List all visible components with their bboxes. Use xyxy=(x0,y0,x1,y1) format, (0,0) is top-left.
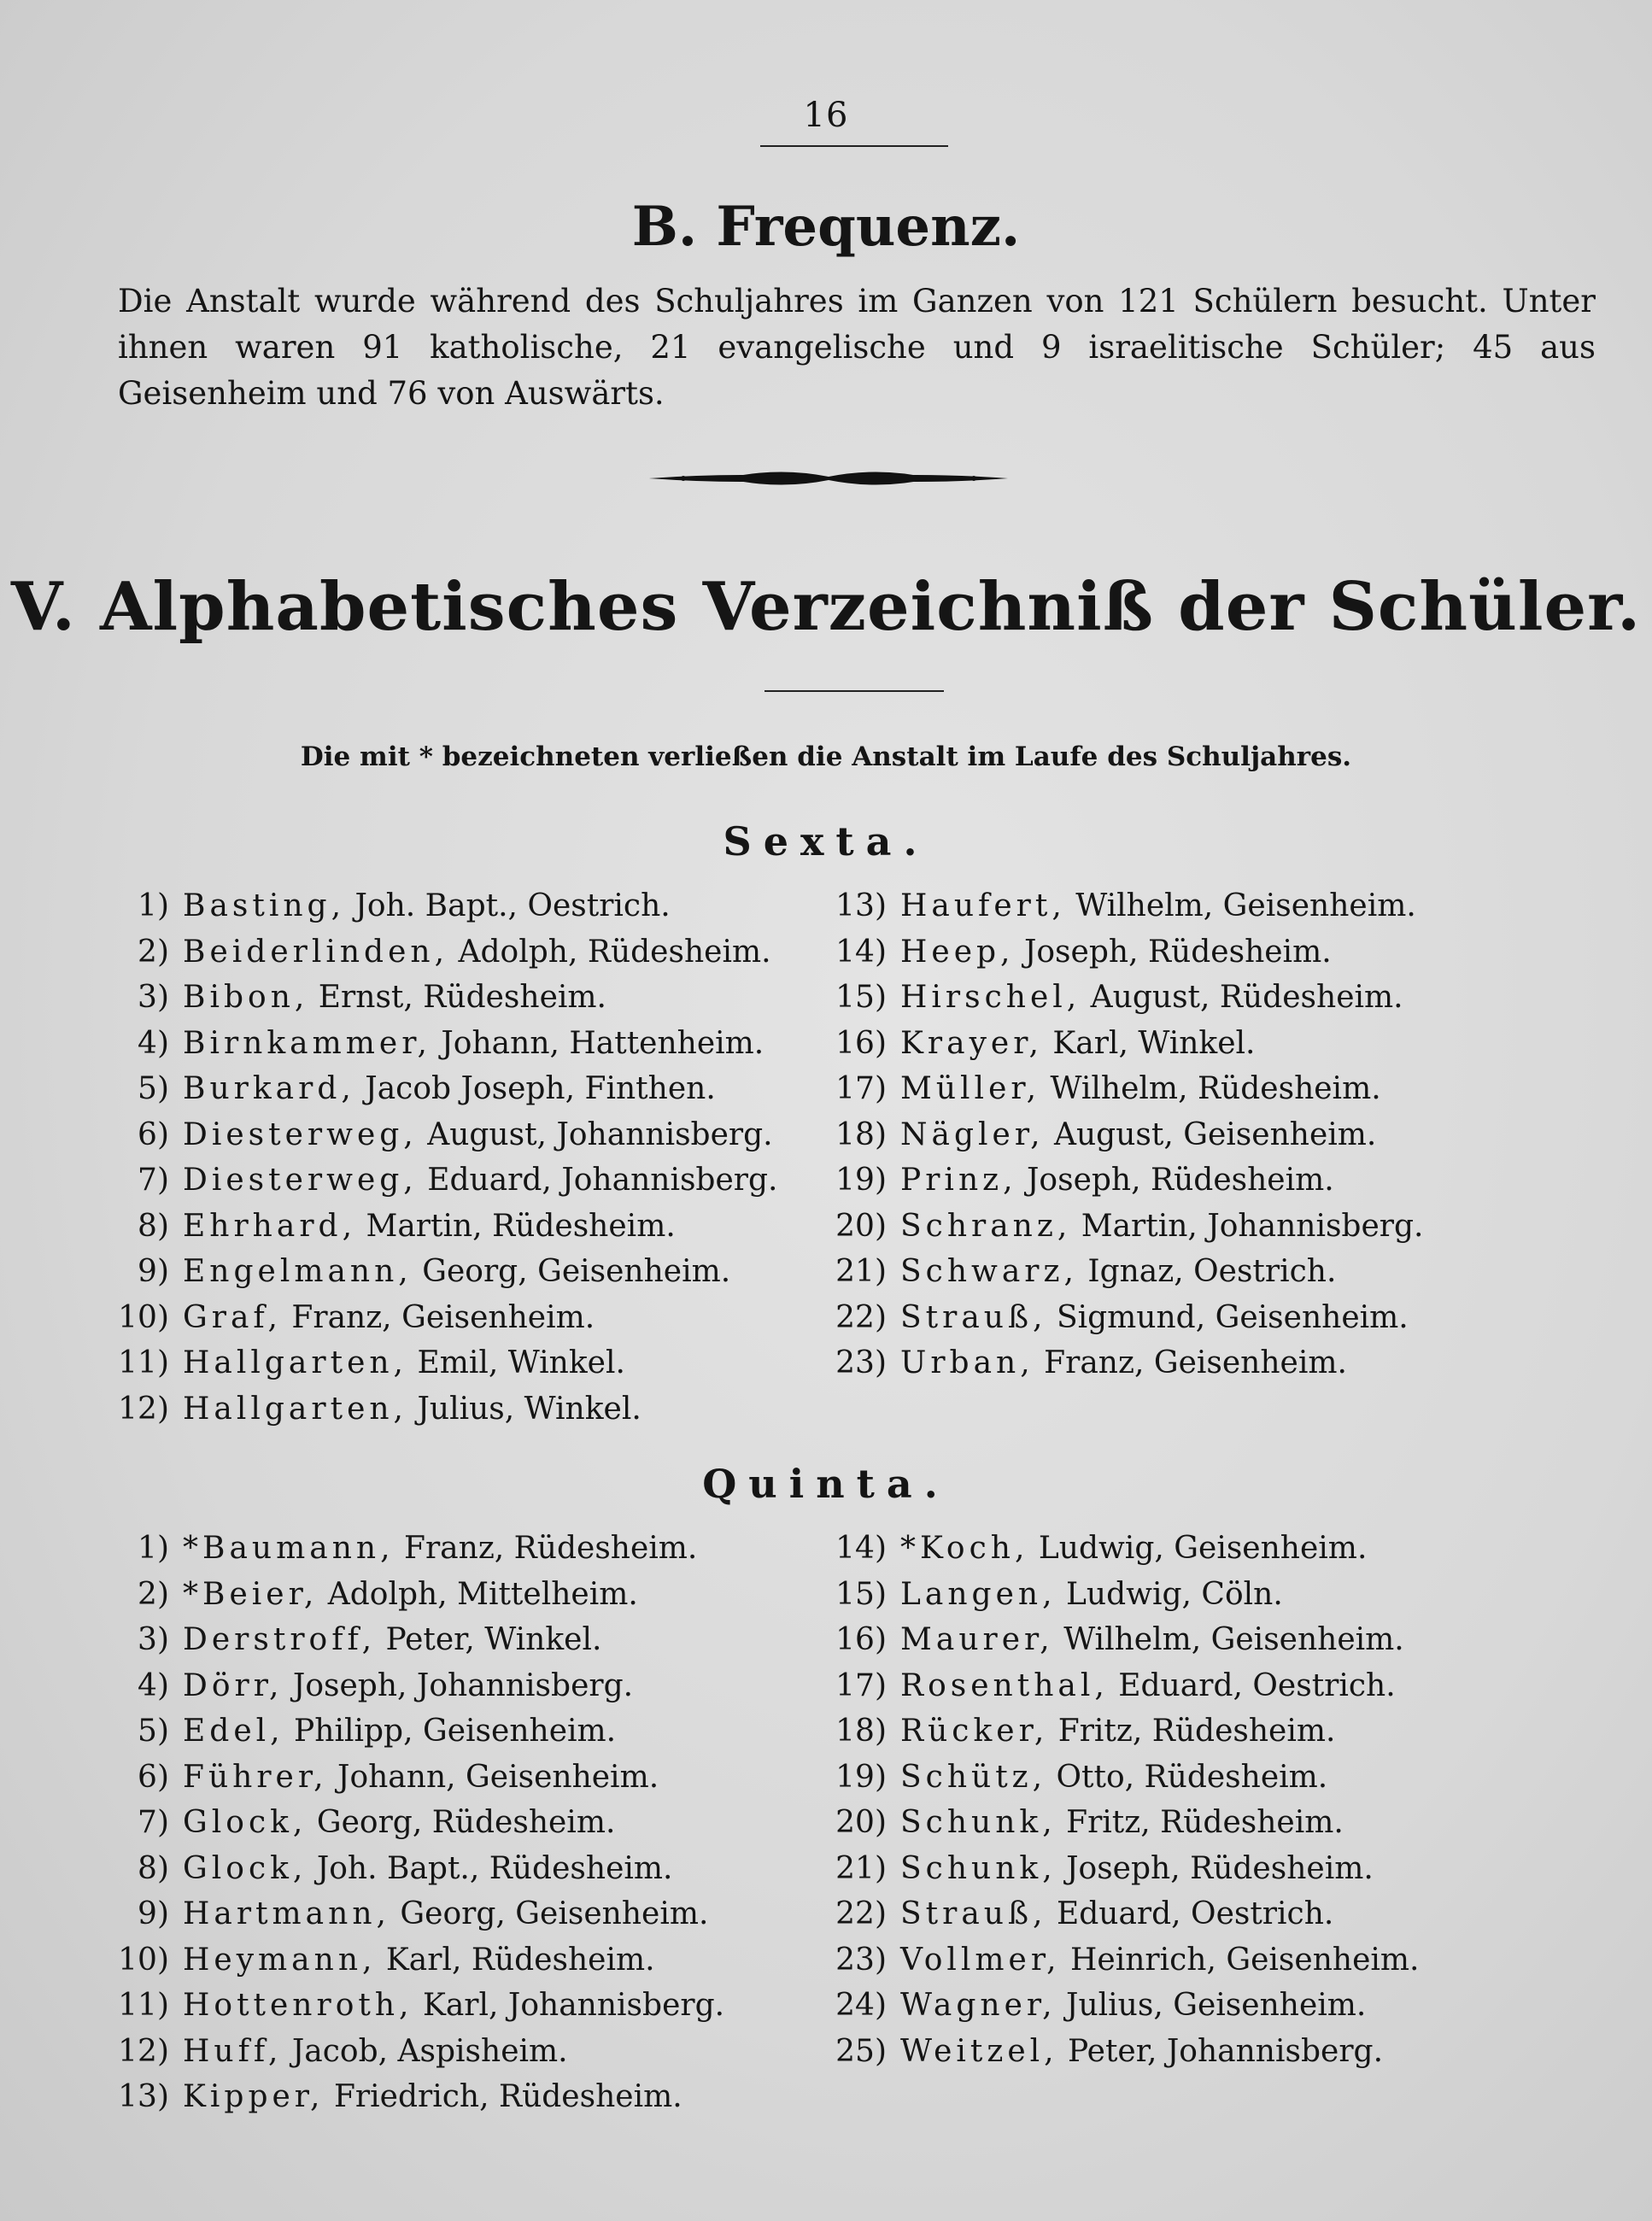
list-item xyxy=(103,1526,724,1572)
surname: Müller, xyxy=(900,1071,1041,1106)
item-number: 5) xyxy=(138,1071,169,1106)
surname: Hottenroth, xyxy=(183,1988,413,2023)
given-name-place: Heinrich, Geisenheim. xyxy=(1070,1942,1420,1978)
item-number: 19) xyxy=(835,1759,887,1795)
surname: Diesterweg, xyxy=(183,1116,418,1152)
surname: Vollmer, xyxy=(900,1942,1061,1978)
given-name-place: Friedrich, Rüdesheim. xyxy=(333,2079,682,2114)
given-name-place: Eduard, Johannisberg. xyxy=(427,1163,778,1198)
asterisk-note: Die mit * bezeichneten verließen die Anstalt im Laufe des Schuljahres. xyxy=(300,741,1352,772)
item-number: 15) xyxy=(835,1576,887,1612)
surname: Engelmann, xyxy=(183,1254,413,1289)
given-name-place: Wilhelm, Geisenheim. xyxy=(1063,1622,1404,1657)
sexta-right-column xyxy=(820,883,1423,1386)
item-number: 1) xyxy=(138,1531,169,1566)
item-number: 18) xyxy=(835,1116,887,1152)
surname: Wagner, xyxy=(900,1988,1057,2023)
given-name-place: Ludwig, Geisenheim. xyxy=(1038,1531,1368,1566)
list-item xyxy=(103,1204,777,1250)
given-name-place: Joseph, Rüdesheim. xyxy=(1027,1163,1334,1198)
item-number: 23) xyxy=(835,1942,887,1978)
frequenz-paragraph: Die Anstalt wurde während des Schuljahres im Ganzen von 121 Schülern besucht. Unter ihnen waren 91 katholische, 21 evangelische und 9 israelitische Schüler; 45 aus Geisenheim und 76 von Auswärts. xyxy=(118,283,1596,412)
item-number: 17) xyxy=(835,1071,887,1106)
list-item xyxy=(103,1755,724,1801)
item-number: 12) xyxy=(118,1391,169,1427)
given-name-place: Johann, Geisenheim. xyxy=(337,1759,659,1795)
sexta-left-column xyxy=(103,883,777,1432)
given-name-place: Joh. Bapt., Rüdesheim. xyxy=(316,1850,673,1886)
list-item xyxy=(103,1021,777,1067)
list-item xyxy=(820,1800,1419,1846)
list-item xyxy=(820,1663,1419,1709)
item-number: 11) xyxy=(118,1345,169,1380)
item-number: 10) xyxy=(118,1299,169,1335)
list-item xyxy=(103,1249,777,1295)
surname: *Beier, xyxy=(183,1576,319,1612)
given-name-place: Wilhelm, Rüdesheim. xyxy=(1050,1071,1381,1106)
surname: *Baumann, xyxy=(183,1531,395,1566)
item-number: 3) xyxy=(138,980,169,1015)
surname: Hirschel, xyxy=(900,980,1081,1015)
list-item xyxy=(103,1066,777,1112)
given-name-place: Fritz, Rüdesheim. xyxy=(1057,1714,1336,1749)
list-item xyxy=(820,975,1423,1021)
item-number: 2) xyxy=(138,934,169,970)
given-name-place: August, Rüdesheim. xyxy=(1090,980,1403,1015)
item-number: 21) xyxy=(835,1254,887,1289)
page-number: 16 xyxy=(803,96,849,135)
item-number: 7) xyxy=(138,1805,169,1840)
surname: Haufert, xyxy=(900,888,1066,923)
list-item xyxy=(820,1526,1419,1572)
list-item xyxy=(820,1340,1423,1386)
item-number: 15) xyxy=(835,980,887,1015)
surname: Kipper, xyxy=(183,2079,325,2114)
surname: Bibon, xyxy=(183,980,309,1015)
list-item xyxy=(820,1937,1419,1984)
surname: Schunk, xyxy=(900,1805,1057,1840)
list-item xyxy=(820,883,1423,929)
surname: Nägler, xyxy=(900,1116,1045,1152)
list-item xyxy=(820,1983,1419,2029)
list-item xyxy=(103,2074,724,2120)
list-item xyxy=(103,1663,724,1709)
given-name-place: Otto, Rüdesheim. xyxy=(1056,1759,1328,1795)
given-name-place: Franz, Rüdesheim. xyxy=(403,1531,698,1566)
list-item xyxy=(820,1617,1419,1663)
list-item xyxy=(103,1295,777,1341)
surname: Prinz, xyxy=(900,1163,1017,1198)
item-number: 8) xyxy=(138,1850,169,1886)
given-name-place: Georg, Geisenheim. xyxy=(422,1254,731,1289)
list-item xyxy=(103,1891,724,1937)
surname: Heep, xyxy=(900,934,1015,970)
item-number: 9) xyxy=(138,1896,169,1931)
item-number: 13) xyxy=(118,2079,169,2114)
list-item xyxy=(103,1617,724,1663)
list-item xyxy=(103,1112,777,1158)
surname: Hallgarten, xyxy=(183,1345,408,1380)
given-name-place: Adolph, Mittelheim. xyxy=(327,1576,638,1612)
item-number: 14) xyxy=(835,934,887,970)
surname: Diesterweg, xyxy=(183,1163,418,1198)
surname: Weitzel, xyxy=(900,2033,1058,2069)
list-item xyxy=(820,1295,1423,1341)
item-number: 4) xyxy=(138,1025,169,1061)
list-item xyxy=(820,929,1423,976)
item-number: 22) xyxy=(835,1896,887,1931)
given-name-place: August, Johannisberg. xyxy=(427,1116,773,1152)
list-item xyxy=(820,1891,1419,1937)
surname: Krayer, xyxy=(900,1025,1043,1061)
item-number: 22) xyxy=(835,1299,887,1335)
sexta-heading: Sexta. xyxy=(723,818,929,864)
list-item xyxy=(820,1021,1423,1067)
given-name-place: Karl, Winkel. xyxy=(1052,1025,1256,1061)
surname: Glock, xyxy=(183,1805,308,1840)
item-number: 23) xyxy=(835,1345,887,1380)
given-name-place: Eduard, Oestrich. xyxy=(1118,1667,1396,1703)
list-item xyxy=(820,1112,1423,1158)
surname: Burkard, xyxy=(183,1071,355,1106)
item-number: 6) xyxy=(138,1759,169,1795)
surname: Huff, xyxy=(183,2033,283,2069)
given-name-place: Martin, Johannisberg. xyxy=(1081,1208,1424,1244)
surname: Dörr, xyxy=(183,1667,284,1703)
surname: Urban, xyxy=(900,1345,1034,1380)
item-number: 9) xyxy=(138,1254,169,1289)
given-name-place: Ignaz, Oestrich. xyxy=(1087,1254,1337,1289)
quinta-right-column xyxy=(820,1526,1419,2074)
given-name-place: Jacob Joseph, Finthen. xyxy=(365,1071,716,1106)
list-item xyxy=(103,1937,724,1984)
item-number: 11) xyxy=(118,1988,169,2023)
surname: Schütz, xyxy=(900,1759,1047,1795)
list-item xyxy=(103,1708,724,1755)
surname: Strauß, xyxy=(900,1896,1047,1931)
frequenz-heading: B. Frequenz. xyxy=(631,195,1021,259)
surname: Hallgarten, xyxy=(183,1391,408,1427)
list-item xyxy=(103,1846,724,1892)
surname: Rücker, xyxy=(900,1714,1049,1749)
surname: Maurer, xyxy=(900,1622,1054,1657)
given-name-place: Ernst, Rüdesheim. xyxy=(318,980,606,1015)
item-number: 16) xyxy=(835,1622,887,1657)
list-item xyxy=(103,1572,724,1618)
item-number: 24) xyxy=(835,1988,887,2023)
given-name-place: Ludwig, Cöln. xyxy=(1066,1576,1283,1612)
item-number: 6) xyxy=(138,1116,169,1152)
surname: Strauß, xyxy=(900,1299,1047,1335)
item-number: 7) xyxy=(138,1163,169,1198)
surname: Schwarz, xyxy=(900,1254,1078,1289)
given-name-place: Adolph, Rüdesheim. xyxy=(458,934,771,970)
surname: Hartmann, xyxy=(183,1896,390,1931)
given-name-place: Sigmund, Geisenheim. xyxy=(1056,1299,1409,1335)
list-item xyxy=(820,1755,1419,1801)
given-name-place: Joseph, Rüdesheim. xyxy=(1066,1850,1374,1886)
list-item xyxy=(820,1204,1423,1250)
item-number: 18) xyxy=(835,1714,887,1749)
page-number-rule xyxy=(760,145,948,147)
item-number: 20) xyxy=(835,1805,887,1840)
item-number: 20) xyxy=(835,1208,887,1244)
given-name-place: Eduard, Oestrich. xyxy=(1056,1896,1334,1931)
item-number: 19) xyxy=(835,1163,887,1198)
given-name-place: Franz, Geisenheim. xyxy=(291,1299,595,1335)
list-item xyxy=(820,2029,1419,2075)
item-number: 4) xyxy=(138,1667,169,1703)
list-item xyxy=(820,1572,1419,1618)
list-item xyxy=(820,1846,1419,1892)
surname: *Koch, xyxy=(900,1531,1029,1566)
given-name-place: Georg, Rüdesheim. xyxy=(316,1805,616,1840)
surname: Langen, xyxy=(900,1576,1057,1612)
surname: Derstroff, xyxy=(183,1622,377,1657)
given-name-place: Franz, Geisenheim. xyxy=(1044,1345,1347,1380)
list-item xyxy=(103,1800,724,1846)
given-name-place: Martin, Rüdesheim. xyxy=(366,1208,676,1244)
surname: Birnkammer, xyxy=(183,1025,431,1061)
given-name-place: Joh. Bapt., Oestrich. xyxy=(354,888,671,923)
list-item xyxy=(103,975,777,1021)
ornamental-divider xyxy=(649,461,1008,495)
given-name-place: Fritz, Rüdesheim. xyxy=(1066,1805,1344,1840)
item-number: 17) xyxy=(835,1667,887,1703)
item-number: 12) xyxy=(118,2033,169,2069)
item-number: 10) xyxy=(118,1942,169,1978)
item-number: 14) xyxy=(835,1531,887,1566)
given-name-place: Joseph, Johannisberg. xyxy=(292,1667,634,1703)
surname: Graf, xyxy=(183,1299,282,1335)
given-name-place: Karl, Rüdesheim. xyxy=(385,1942,655,1978)
given-name-place: Julius, Geisenheim. xyxy=(1066,1988,1367,2023)
item-number: 1) xyxy=(138,888,169,923)
given-name-place: Wilhelm, Geisenheim. xyxy=(1075,888,1416,923)
item-number: 25) xyxy=(835,2033,887,2069)
given-name-place: Peter, Winkel. xyxy=(385,1622,602,1657)
given-name-place: Karl, Johannisberg. xyxy=(422,1988,725,2023)
list-item xyxy=(103,929,777,976)
list-item xyxy=(820,1066,1423,1112)
given-name-place: Philipp, Geisenheim. xyxy=(294,1714,617,1749)
given-name-place: Emil, Winkel. xyxy=(417,1345,625,1380)
list-item xyxy=(820,1249,1423,1295)
given-name-place: Peter, Johannisberg. xyxy=(1068,2033,1384,2069)
list-item xyxy=(103,2029,724,2075)
item-number: 13) xyxy=(835,888,887,923)
item-number: 3) xyxy=(138,1622,169,1657)
surname: Heymann, xyxy=(183,1942,377,1978)
quinta-heading: Quinta. xyxy=(702,1461,950,1507)
surname: Edel, xyxy=(183,1714,284,1749)
given-name-place: Julius, Winkel. xyxy=(417,1391,641,1427)
item-number: 5) xyxy=(138,1714,169,1749)
item-number: 16) xyxy=(835,1025,887,1061)
given-name-place: Georg, Geisenheim. xyxy=(400,1896,709,1931)
list-item xyxy=(103,1340,777,1386)
item-number: 21) xyxy=(835,1850,887,1886)
surname: Schunk, xyxy=(900,1850,1057,1886)
list-item xyxy=(103,1157,777,1204)
surname: Basting, xyxy=(183,888,346,923)
list-item xyxy=(820,1157,1423,1204)
list-item xyxy=(103,1983,724,2029)
surname: Schranz, xyxy=(900,1208,1072,1244)
given-name-place: Johann, Hattenheim. xyxy=(441,1025,764,1061)
list-item xyxy=(103,1386,777,1433)
surname: Beiderlinden, xyxy=(183,934,449,970)
quinta-left-column xyxy=(103,1526,724,2120)
given-name-place: Joseph, Rüdesheim. xyxy=(1023,934,1332,970)
item-number: 2) xyxy=(138,1576,169,1612)
title-rule xyxy=(764,690,944,692)
surname: Führer, xyxy=(183,1759,328,1795)
list-item xyxy=(103,883,777,929)
given-name-place: August, Geisenheim. xyxy=(1053,1116,1377,1152)
surname: Ehrhard, xyxy=(183,1208,357,1244)
given-name-place: Jacob, Aspisheim. xyxy=(291,2033,568,2069)
surname: Glock, xyxy=(183,1850,308,1886)
surname: Rosenthal, xyxy=(900,1667,1109,1703)
list-item xyxy=(820,1708,1419,1755)
main-title: V. Alphabetisches Verzeichniß der Schüler. xyxy=(10,568,1642,646)
item-number: 8) xyxy=(138,1208,169,1244)
